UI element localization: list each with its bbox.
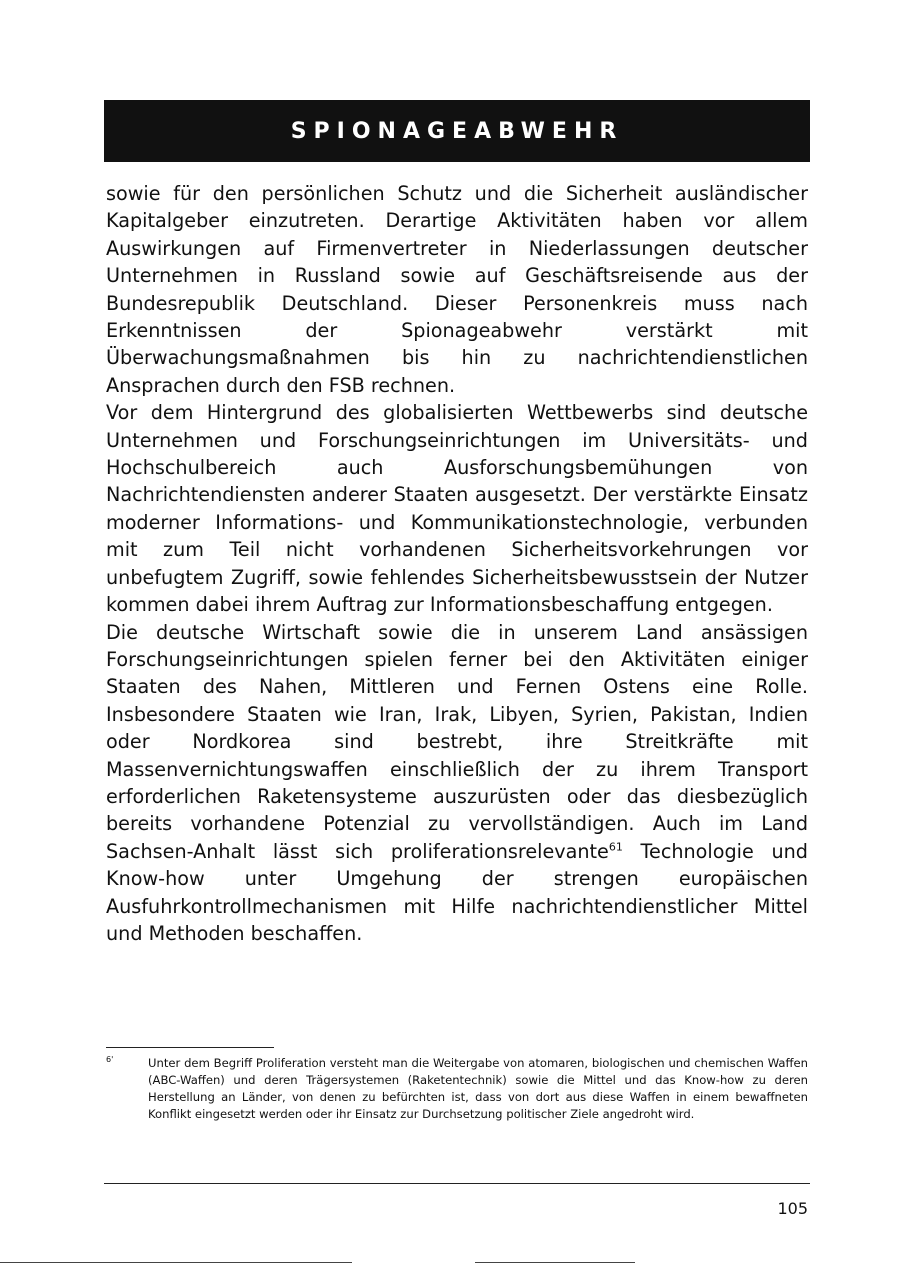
paragraph-text: Technologie und Know-how unter Umgehung der strengen europäischen Ausfuhrkontrollmechanismen mit Hilfe nachrichtendienstlicher Mittel und Methoden beschaffen. [106, 839, 808, 945]
footnote-separator [106, 1047, 274, 1048]
paragraph [106, 619, 808, 948]
paragraph-text: Die deutsche Wirtschaft sowie die in unserem Land ansässigen Forschungseinrichtungen spielen ferner bei den Aktivitäten einiger Staaten des Nahen, Mittleren und Fernen Ostens eine Rolle. Insbesondere Staaten wie Iran, Irak, Libyen, Syrien, Pakistan, Indien oder Nordkorea sind bestrebt, ihre Streitkräfte mit Massenvernichtungswaffen einschließlich der zu ihrem Transport erforderlichen Raketensysteme auszurüsten oder das diesbezüglich bereits vorhandene Potenzial zu vervollständigen. Auch im Land Sachsen-Anhalt lässt sich proliferationsrelevante [106, 620, 808, 863]
footer-rule [104, 1183, 810, 1184]
page-number: 105 [777, 1199, 808, 1218]
footnote-text: Unter dem Begriff Proliferation versteht man die Weitergabe von atomaren, biologischen und chemischen Waffen (ABC-Waffen) und deren Trägersystemen (Raketentechnik) sowie die Mittel und das Know-how zu deren Herstellung an Länder, von denen zu befürchten ist, dass von dort aus diese Waffen in einem bewaffneten Konflikt eingesetzt werden oder ihr Einsatz zur Durchsetzung politischer Ziele angedroht wird. [148, 1056, 808, 1121]
paragraph: Vor dem Hintergrund des globalisierten Wettbewerbs sind deutsche Unternehmen und Forschungseinrichtungen im Universitäts- und Hochschulbereich auch Ausforschungsbemühungen von Nachrichtendiensten anderer Staaten ausgesetzt. Der verstärkte Einsatz moderner Informations- und Kommunikationstechnologie, verbunden mit zum Teil nicht vorhandenen Sicherheitsvorkehrungen vor unbefugtem Zugriff, sowie fehlendes Sicherheitsbewusstsein der Nutzer kommen dabei ihrem Auftrag zur Informationsbeschaffung entgegen. [106, 401, 808, 617]
footnote-reference: 61 [608, 840, 623, 854]
footnote-mark: 6' [106, 1055, 114, 1064]
section-title: SPIONAGEABWEHR [290, 118, 624, 144]
scan-edge-line [475, 1262, 635, 1263]
body-text [106, 180, 808, 947]
section-header-bar [104, 100, 810, 162]
footnote [106, 1055, 808, 1123]
scan-edge-line [0, 1262, 352, 1263]
paragraph: sowie für den persönlichen Schutz und die Sicherheit ausländischer Kapitalgeber einzutreten. Derartige Aktivitäten haben vor allem Auswirkungen auf Firmenvertreter in Niederlassungen deutscher Unternehmen in Russland sowie auf Geschäftsreisende aus der Bundesrepublik Deutschland. Dieser Personenkreis muss nach Erkenntnissen der Spionageabwehr verstärkt mit Überwachungsmaßnahmen bis hin zu nachrichtendienstlichen Ansprachen durch den FSB rechnen. [106, 182, 808, 397]
